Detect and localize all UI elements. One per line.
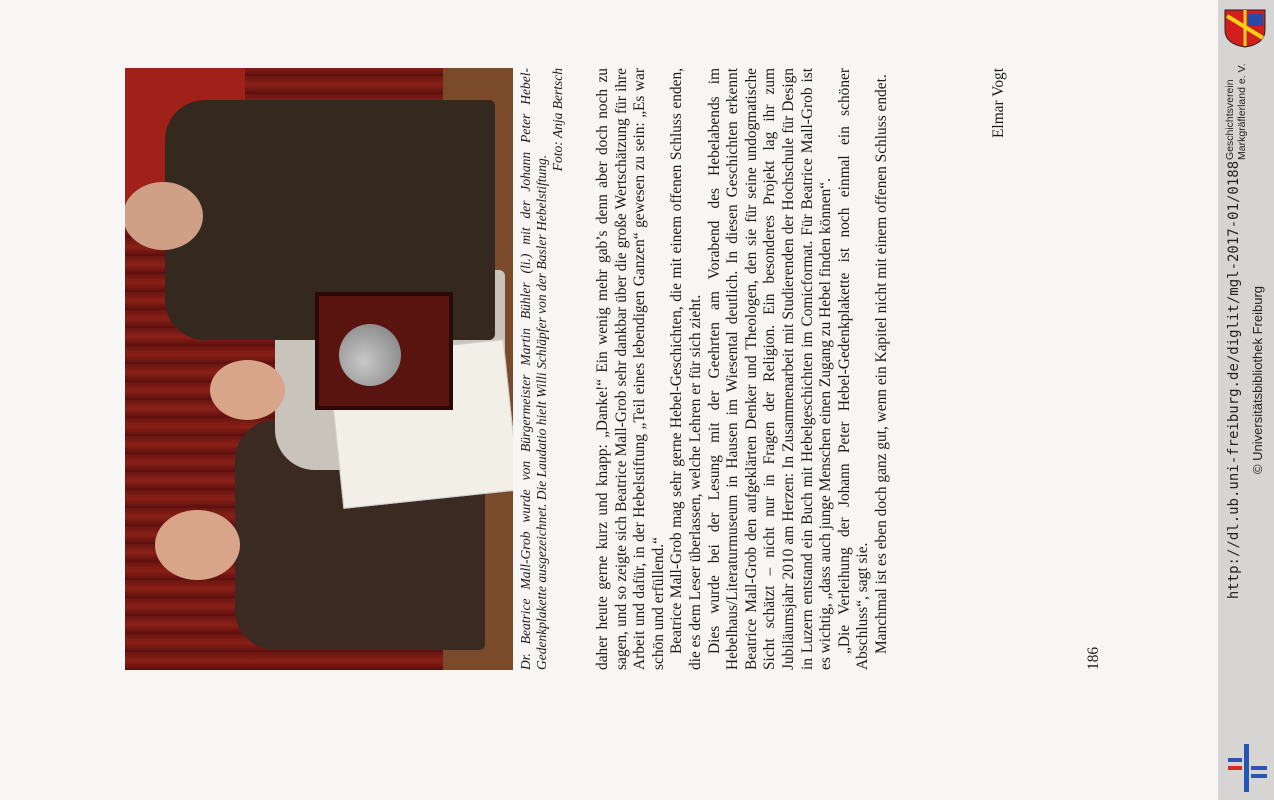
coat-of-arms-icon [1222, 8, 1268, 48]
head-left [155, 510, 240, 580]
photo-caption [518, 68, 566, 670]
author-name: Elmar Vogt [990, 68, 1007, 138]
paragraph-4: „Die Verleihung der Johann Peter Hebel-Gedenkplakette ist noch einmal ein schöner Abschluss“, sagt sie. [835, 68, 872, 670]
paragraph-3: Dies wurde bei der Lesung mit der Geehrten am Vorabend des Hebelabends im Hebelhaus/Literaturmuseum in Hausen im Wiesental deutlich. In diesen Geschichten erkennt Beatrice Mall-Grob den aufgeklärten Denker und Theologen, den sie für seine undogmatische Sicht schätzt – nicht nur in Fragen der Religion. Ein besonderes Projekt lag ihr zum Jubiläumsjahr 2010 am Herzen: In Zusammenarbeit mit Studierenden der Hochschule für Design in Luzern entstand ein Buch mit Hebelgeschichten im Comicformat. Für Beatrice Mall-Grob ist es wichtig, „dass auch junge Menschen einen Zugang zu Hebel finden können“. [705, 68, 835, 670]
sidebar-rotated-text [1218, 0, 1274, 800]
photo-credit: Foto: Anja Bertsch [550, 68, 565, 172]
article-body [594, 68, 892, 670]
paragraph-1: daher heute gerne kurz und knapp: „Danke!“ Ein wenig mehr gab’s denn aber doch noch zu sagen, und so zeigte sich Beatrice Mall-Grob sehr dankbar über die große Wertschätzung für ihre Arbeit und dafür, in der Hebelstiftung „Teil eines lebendigen Ganzen“ gewesen zu sein: „Es war schön und erfüllend.“ [594, 68, 667, 670]
paragraph-2: Beatrice Mall-Grob mag sehr gerne Hebel-Geschichten, die mit einem offenen Schluss enden, die es dem Leser überlassen, welche Lehren er für sich zieht. [668, 68, 704, 670]
award-photo [125, 68, 513, 670]
medal-icon [339, 324, 401, 386]
university-library-logo-icon [1226, 744, 1268, 792]
head-right [125, 182, 203, 250]
head-middle [210, 360, 285, 420]
hebel-plaque [315, 292, 453, 410]
society-line-2: Markgräflerland e. V. [1236, 63, 1248, 160]
library-copyright: © Universitätsbibliothek Freiburg [1250, 285, 1265, 475]
source-url-link[interactable]: http://dl.ub.uni-freiburg.de/diglit/mgl-2017-01/0188 [1226, 160, 1242, 600]
caption-text: Dr. Beatrice Mall-Grob wurde von Bürgermeister Martin Bühler (li.) mit der Johann Peter Hebel-Gedenkplakette ausgezeichnet. Die Laudatio hielt Willi Schläpfer von der Basler Hebelstiftung. [518, 68, 549, 670]
viewer-sidebar [1218, 0, 1274, 800]
society-line-1: Geschichtsverein [1224, 79, 1236, 160]
page-number: 186 [1085, 646, 1102, 670]
paragraph-5: Manchmal ist es eben doch ganz gut, wenn ein Kapitel nicht mit einem offenen Schluss endet. [872, 74, 890, 654]
